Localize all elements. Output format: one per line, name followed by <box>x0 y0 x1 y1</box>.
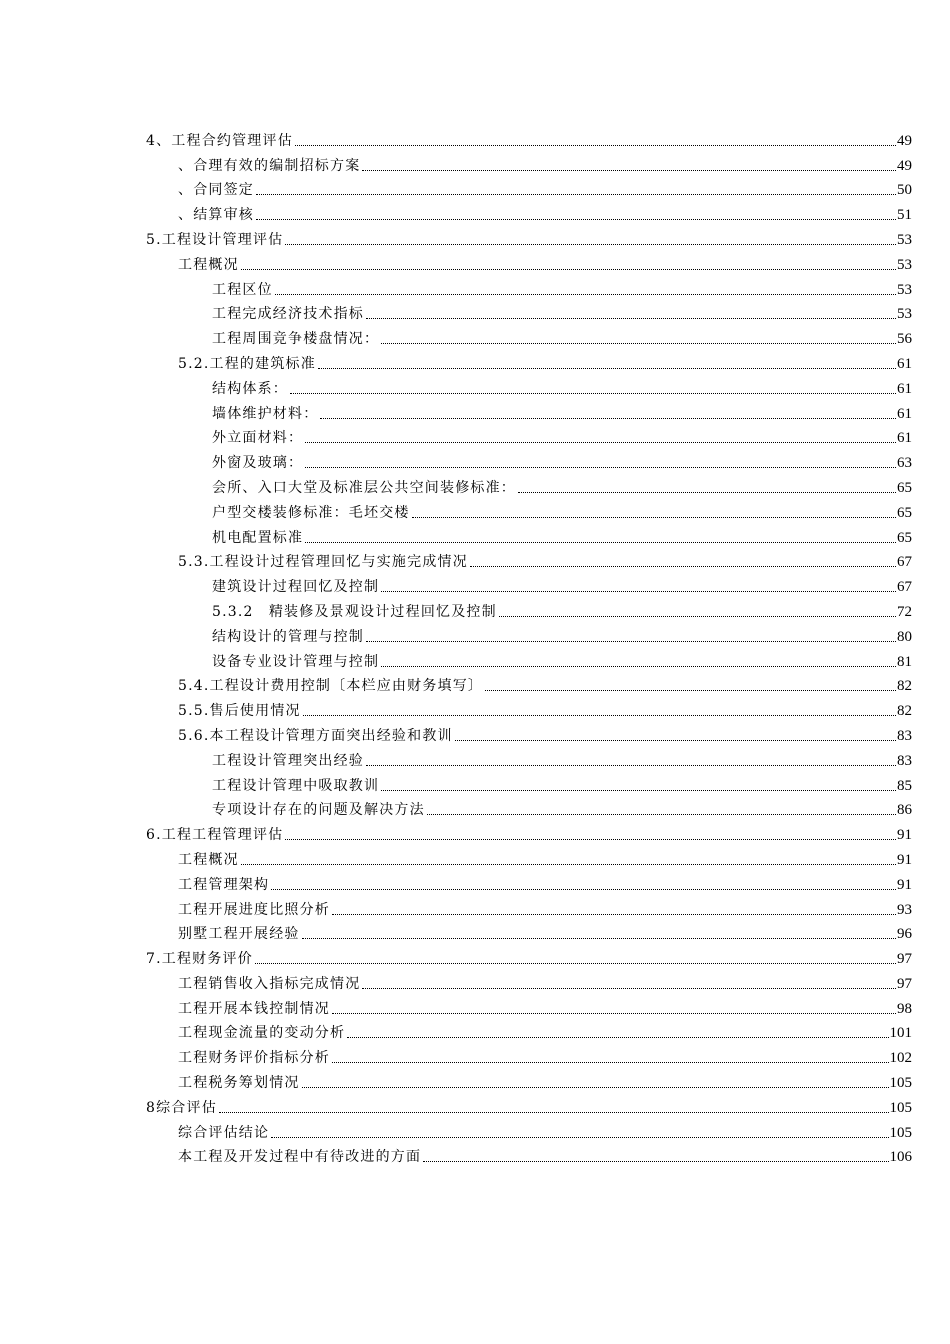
toc-entry[interactable] <box>146 175 912 200</box>
toc-entry-title: 工程现金流量的变动分析 <box>178 1025 346 1042</box>
toc-page-number: 50 <box>897 182 912 199</box>
toc-dot-leader <box>318 368 896 369</box>
toc-entry[interactable] <box>146 646 912 671</box>
toc-dot-leader <box>347 1037 888 1038</box>
toc-entry[interactable] <box>146 522 912 547</box>
toc-dot-leader <box>412 517 896 518</box>
toc-entry[interactable] <box>146 497 912 522</box>
toc-entry[interactable] <box>146 894 912 919</box>
toc-dot-leader <box>305 442 896 443</box>
toc-entry-title: 结构设计的管理与控制 <box>212 628 364 645</box>
toc-page-number: 49 <box>897 132 912 149</box>
toc-dot-leader <box>366 765 896 766</box>
toc-page-number: 102 <box>889 1050 912 1067</box>
toc-dot-leader <box>271 1137 888 1138</box>
toc-page-number: 82 <box>897 678 912 695</box>
toc-dot-leader <box>423 1161 888 1162</box>
toc-entry[interactable] <box>146 224 912 249</box>
toc-page-number: 86 <box>897 802 912 819</box>
toc-entry-title: 5.3.工程设计过程管理回忆与实施完成情况 <box>178 554 468 571</box>
toc-page-number: 83 <box>897 752 912 769</box>
toc-entry-title: 、合理有效的编制招标方案 <box>178 157 361 174</box>
toc-page-number: 105 <box>889 1124 912 1141</box>
toc-entry-title: 工程销售收入指标完成情况 <box>178 975 361 992</box>
toc-entry[interactable] <box>146 398 912 423</box>
toc-entry[interactable] <box>146 1117 912 1142</box>
toc-entry-title: 专项设计存在的问题及解决方法 <box>212 802 425 819</box>
toc-entry-title: 5.5.售后使用情况 <box>178 703 301 720</box>
toc-dot-leader <box>255 963 896 964</box>
toc-entry[interactable] <box>146 299 912 324</box>
toc-entry-title: 5.2.工程的建筑标准 <box>178 355 316 372</box>
toc-dot-leader <box>219 1112 889 1113</box>
toc-entry-title: 工程周围竞争楼盘情况： <box>212 331 380 348</box>
toc-dot-leader <box>302 938 896 939</box>
toc-page-number: 49 <box>897 157 912 174</box>
toc-dot-leader <box>485 690 896 691</box>
toc-entry-title: 6.工程工程管理评估 <box>146 827 284 844</box>
toc-page-number: 91 <box>897 827 912 844</box>
toc-page-number: 65 <box>897 479 912 496</box>
toc-entry[interactable] <box>146 745 912 770</box>
toc-entry[interactable] <box>146 547 912 572</box>
toc-entry[interactable] <box>146 323 912 348</box>
toc-entry[interactable] <box>146 125 912 150</box>
toc-dot-leader <box>332 914 896 915</box>
toc-page-number: 93 <box>897 901 912 918</box>
toc-entry[interactable] <box>146 571 912 596</box>
toc-page-number: 53 <box>897 281 912 298</box>
toc-entry[interactable] <box>146 819 912 844</box>
toc-entry-title: 5.4.工程设计费用控制〔本栏应由财务填写〕 <box>178 678 484 695</box>
toc-entry-title: 外窗及玻璃： <box>212 455 304 472</box>
toc-entry[interactable] <box>146 1018 912 1043</box>
toc-page-number: 61 <box>897 405 912 422</box>
toc-entry-title: 工程设计管理中吸取教训 <box>212 777 380 794</box>
toc-entry[interactable] <box>146 447 912 472</box>
toc-entry[interactable] <box>146 844 912 869</box>
toc-page-number: 61 <box>897 355 912 372</box>
toc-dot-leader <box>285 839 896 840</box>
toc-dot-leader <box>470 566 896 567</box>
toc-entry[interactable] <box>146 249 912 274</box>
toc-dot-leader <box>381 666 896 667</box>
toc-entry-title: 综合评估结论 <box>178 1124 270 1141</box>
toc-page-number: 96 <box>897 926 912 943</box>
toc-entry[interactable] <box>146 621 912 646</box>
toc-entry-title: 户型交楼装修标准：毛坯交楼 <box>212 504 410 521</box>
toc-entry[interactable] <box>146 1142 912 1167</box>
toc-entry-title: 工程区位 <box>212 281 273 298</box>
toc-dot-leader <box>241 269 896 270</box>
toc-entry-title: 建筑设计过程回忆及控制 <box>212 579 380 596</box>
toc-dot-leader <box>427 814 896 815</box>
toc-dot-leader <box>366 641 896 642</box>
toc-dot-leader <box>366 318 896 319</box>
toc-entry[interactable] <box>146 943 912 968</box>
table-of-contents <box>146 125 912 1166</box>
toc-dot-leader <box>332 1062 889 1063</box>
toc-entry[interactable] <box>146 596 912 621</box>
toc-page-number: 53 <box>897 256 912 273</box>
toc-dot-leader <box>362 988 896 989</box>
toc-page-number: 81 <box>897 653 912 670</box>
toc-dot-leader <box>455 740 896 741</box>
toc-page-number: 97 <box>897 951 912 968</box>
toc-page-number: 85 <box>897 777 912 794</box>
toc-page-number: 65 <box>897 504 912 521</box>
toc-dot-leader <box>271 889 896 890</box>
toc-entry-title: 工程概况 <box>178 851 239 868</box>
toc-entry[interactable] <box>146 423 912 448</box>
toc-dot-leader <box>499 616 896 617</box>
toc-entry[interactable] <box>146 720 912 745</box>
toc-page-number: 101 <box>889 1025 912 1042</box>
toc-page-number: 67 <box>897 579 912 596</box>
toc-entry-title: 工程开展进度比照分析 <box>178 901 330 918</box>
toc-page-number: 53 <box>897 306 912 323</box>
toc-entry-title: 会所、入口大堂及标准层公共空间装修标准： <box>212 479 516 496</box>
toc-page-number: 82 <box>897 703 912 720</box>
toc-entry[interactable] <box>146 968 912 993</box>
toc-dot-leader <box>275 294 896 295</box>
toc-page-number: 65 <box>897 529 912 546</box>
toc-entry[interactable] <box>146 869 912 894</box>
toc-dot-leader <box>332 1013 896 1014</box>
toc-dot-leader <box>381 343 896 344</box>
toc-entry[interactable] <box>146 1067 912 1092</box>
toc-entry-title: 设备专业设计管理与控制 <box>212 653 380 670</box>
toc-entry[interactable] <box>146 348 912 373</box>
toc-entry-title: 5.3.2 精装修及景观设计过程回忆及控制 <box>212 603 497 620</box>
toc-entry-title: 工程管理架构 <box>178 876 270 893</box>
toc-entry-title: 工程税务筹划情况 <box>178 1075 300 1092</box>
toc-page-number: 91 <box>897 851 912 868</box>
toc-entry[interactable] <box>146 795 912 820</box>
toc-entry-title: 工程财务评价指标分析 <box>178 1050 330 1067</box>
toc-dot-leader <box>305 542 896 543</box>
toc-entry-title: 工程完成经济技术指标 <box>212 306 364 323</box>
toc-entry-title: 工程概况 <box>178 256 239 273</box>
toc-page-number: 80 <box>897 628 912 645</box>
toc-entry[interactable] <box>146 472 912 497</box>
toc-entry-title: 结构体系： <box>212 380 288 397</box>
toc-dot-leader <box>303 715 896 716</box>
toc-entry[interactable] <box>146 1092 912 1117</box>
toc-page-number: 83 <box>897 727 912 744</box>
toc-page-number: 63 <box>897 455 912 472</box>
toc-dot-leader <box>290 393 896 394</box>
toc-entry-title: 工程开展本钱控制情况 <box>178 1000 330 1017</box>
toc-page-number: 67 <box>897 554 912 571</box>
toc-entry-title: 7.工程财务评价 <box>146 951 253 968</box>
toc-entry[interactable] <box>146 919 912 944</box>
toc-dot-leader <box>256 219 896 220</box>
toc-entry-title: 4、工程合约管理评估 <box>146 132 293 149</box>
toc-page-number: 61 <box>897 380 912 397</box>
toc-dot-leader <box>320 418 896 419</box>
toc-page-number: 53 <box>897 231 912 248</box>
toc-dot-leader <box>241 864 896 865</box>
toc-entry-title: 别墅工程开展经验 <box>178 926 300 943</box>
toc-entry-title: 、结算审核 <box>178 207 254 224</box>
toc-page-number: 97 <box>897 975 912 992</box>
toc-dot-leader <box>302 1087 889 1088</box>
toc-dot-leader <box>362 170 896 171</box>
toc-entry[interactable] <box>146 373 912 398</box>
toc-dot-leader <box>305 467 896 468</box>
toc-entry-title: 墙体维护材料： <box>212 405 319 422</box>
toc-page-number: 105 <box>889 1075 912 1092</box>
toc-page-number: 106 <box>889 1149 912 1166</box>
toc-page-number: 61 <box>897 430 912 447</box>
toc-entry-title: 、合同签定 <box>178 182 254 199</box>
toc-entry[interactable] <box>146 199 912 224</box>
toc-page-number: 91 <box>897 876 912 893</box>
toc-entry-title: 8综合评估 <box>146 1099 217 1116</box>
toc-entry-title: 5.6.本工程设计管理方面突出经验和教训 <box>178 727 453 744</box>
toc-entry[interactable] <box>146 695 912 720</box>
toc-entry[interactable] <box>146 274 912 299</box>
toc-page-number: 72 <box>897 603 912 620</box>
toc-dot-leader <box>256 194 896 195</box>
toc-page-number: 98 <box>897 1000 912 1017</box>
toc-page-number: 51 <box>897 207 912 224</box>
toc-entry-title: 5.工程设计管理评估 <box>146 231 284 248</box>
toc-entry-title: 本工程及开发过程中有待改进的方面 <box>178 1149 422 1166</box>
toc-entry-title: 机电配置标准 <box>212 529 304 546</box>
toc-entry-title: 工程设计管理突出经验 <box>212 752 364 769</box>
toc-entry-title: 外立面材料： <box>212 430 304 447</box>
toc-entry[interactable] <box>146 150 912 175</box>
toc-entry[interactable] <box>146 671 912 696</box>
toc-dot-leader <box>518 492 896 493</box>
toc-entry[interactable] <box>146 993 912 1018</box>
toc-entry[interactable] <box>146 770 912 795</box>
toc-entry[interactable] <box>146 1042 912 1067</box>
toc-dot-leader <box>381 790 896 791</box>
toc-dot-leader <box>381 591 896 592</box>
toc-dot-leader <box>295 145 896 146</box>
toc-dot-leader <box>285 244 896 245</box>
toc-page-number: 56 <box>897 331 912 348</box>
toc-page-number: 105 <box>889 1099 912 1116</box>
